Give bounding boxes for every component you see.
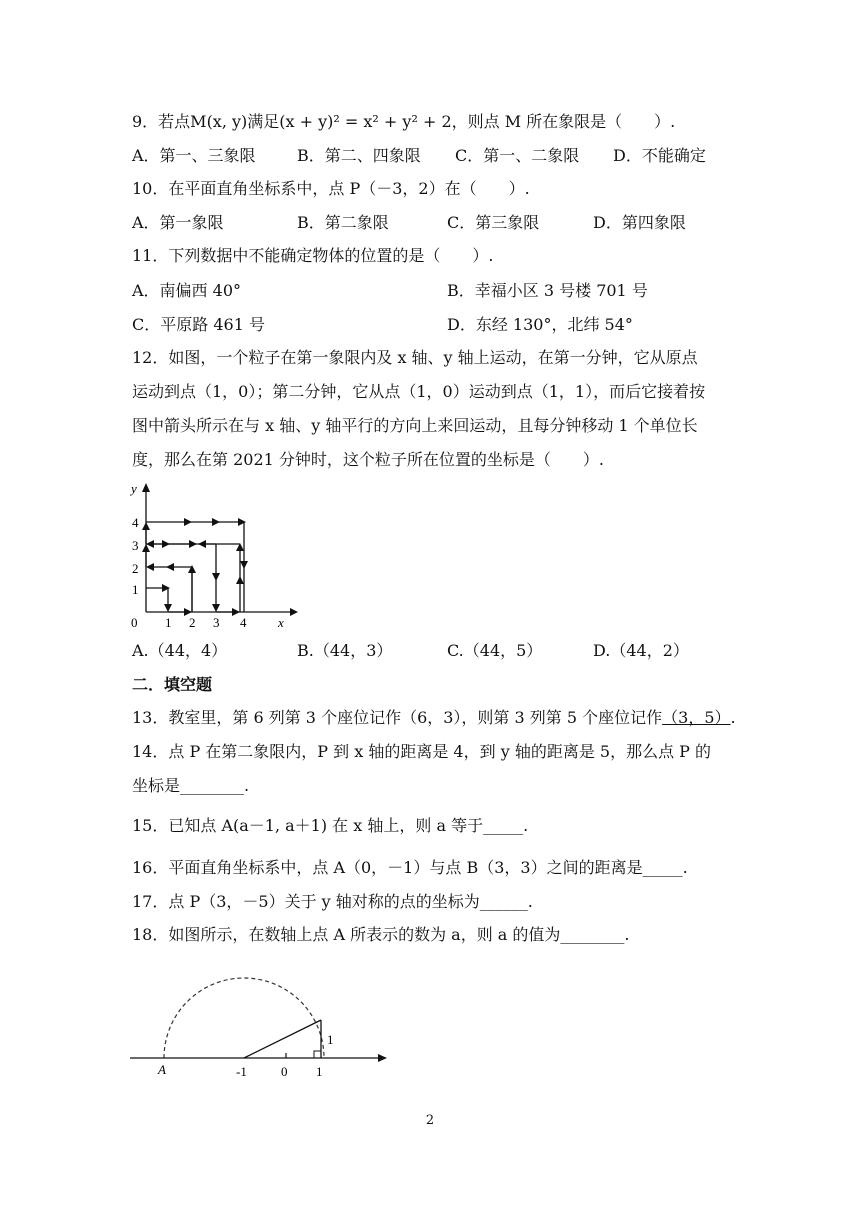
point-a-label: A [158, 1062, 166, 1077]
q15-line: 15．已知点 A(a－1, a＋1) 在 x 轴上，则 a 等于_____. [132, 816, 529, 835]
y-axis-label: y [131, 481, 137, 496]
y-tick-label: 4 [132, 515, 139, 530]
q17-line: 17．点 P（3，－5）关于 y 轴对称的点的坐标为______. [132, 892, 533, 911]
q10-stem: 10．在平面直角坐标系中，点 P（－3，2）在（ ）. [132, 179, 530, 198]
x-tick-label: 0 [131, 615, 138, 630]
q10-option-b: B．第二象限 [297, 213, 389, 232]
q9-option-d: D．不能确定 [613, 146, 706, 165]
q11-option-a: A．南偏西 40° [132, 281, 242, 300]
q11-option-c: C．平原路 461 号 [132, 315, 265, 334]
q13-answer: （3，5） [662, 708, 731, 727]
number-line-arrow-icon [378, 1054, 387, 1062]
x-axis-arrow-icon [290, 608, 298, 616]
x-tick-label: 1 [165, 615, 172, 630]
q11-option-d: D．东经 130°，北纬 54° [447, 315, 633, 334]
y-axis-arrow-icon [142, 483, 150, 492]
q10-option-d: D．第四象限 [593, 213, 686, 232]
q12-line-2: 运动到点（1，0）；第二分钟，它从点（1，0）运动到点（1，1），而后它接着按 [132, 382, 706, 401]
q13-line [132, 707, 736, 729]
x-tick-label: 3 [213, 615, 220, 630]
hypotenuse [244, 1020, 321, 1058]
q18-line: 18．如图所示，在数轴上点 A 所表示的数为 a，则 a 的值为________. [132, 925, 630, 944]
dashed-arc [164, 978, 324, 1058]
tick-label: 0 [281, 1064, 288, 1079]
q14-line-2: 坐标是________. [132, 776, 250, 795]
x-axis-label: x [278, 615, 284, 630]
q11-option-b: B．幸福小区 3 号楼 701 号 [447, 281, 648, 300]
tick-label: -1 [236, 1064, 247, 1079]
page-number: 2 [425, 1113, 435, 1128]
q16-line: 16．平面直角坐标系中，点 A（0，－1）与点 B（3，3）之间的距离是_____. [132, 858, 688, 877]
side-length-label: 1 [327, 1032, 334, 1047]
q14-line-1: 14．点 P 在第二象限内，P 到 x 轴的距离是 4，到 y 轴的距离是 5，那么点 P 的 [132, 742, 712, 761]
q13-end: . [730, 708, 736, 727]
q12-line-4: 度，那么在第 2021 分钟时，这个粒子所在位置的坐标是（ ）. [132, 450, 604, 469]
q12-particle-figure [120, 475, 300, 635]
q12-line-1: 12．如图，一个粒子在第一象限内及 x 轴、y 轴上运动，在第一分钟，它从原点 [132, 348, 698, 367]
q9-option-b: B．第二、四象限 [297, 146, 421, 165]
right-angle-mark [314, 1051, 321, 1058]
y-tick-label: 2 [132, 561, 139, 576]
section-title: 二．填空题 [132, 675, 213, 694]
q12-option-c: C.（44，5） [447, 641, 543, 660]
q13-text: 13．教室里，第 6 列第 3 个座位记作（6，3），则第 3 列第 5 个座位记作 [132, 708, 663, 727]
tick-label: 1 [316, 1064, 323, 1079]
x-tick-label: 4 [240, 615, 247, 630]
q9-stem: 9．若点M(x, y)满足(x + y)² = x² + y² + 2，则点 M 所在象限是（ ）. [132, 112, 676, 131]
q9-option-a: A．第一、三象限 [132, 146, 256, 165]
q9-option-c: C．第一、二象限 [455, 146, 580, 165]
q12-line-3: 图中箭头所示在与 x 轴、y 轴平行的方向上来回运动，且每分钟移动 1 个单位长 [132, 416, 698, 435]
y-tick-label: 3 [132, 538, 139, 553]
particle-path [146, 522, 244, 612]
q11-stem: 11．下列数据中不能确定物体的位置的是（ ）. [132, 246, 494, 265]
q10-option-c: C．第三象限 [447, 213, 540, 232]
q12-option-a: A.（44，4） [132, 641, 228, 660]
particle-path-plain [192, 544, 244, 612]
q12-option-b: B.（44，3） [297, 641, 393, 660]
q18-number-line-figure [120, 940, 400, 1085]
q10-option-a: A．第一象限 [132, 213, 224, 232]
y-tick-label: 1 [132, 582, 139, 597]
q12-option-d: D.（44，2） [593, 641, 689, 660]
x-tick-label: 2 [189, 615, 196, 630]
